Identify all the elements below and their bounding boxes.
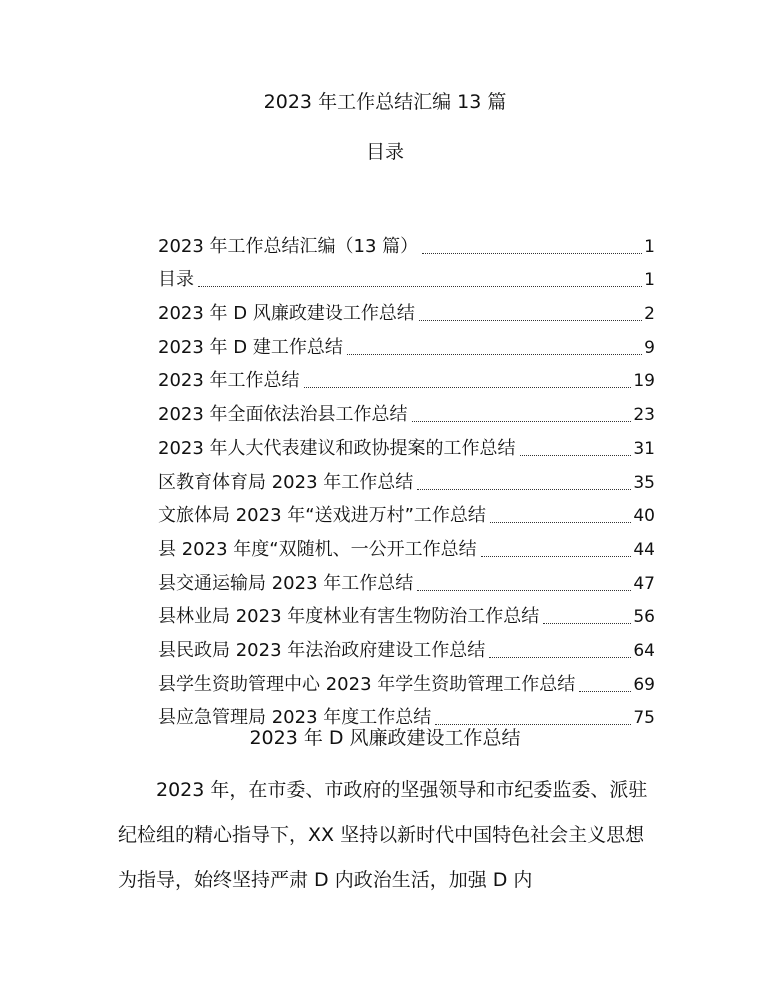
toc-leader-dots (520, 455, 632, 456)
toc-leader-dots (198, 286, 642, 287)
table-of-contents (158, 226, 655, 731)
document-title: 2023 年工作总结汇编 13 篇 (263, 91, 507, 113)
toc-leader-dots (481, 556, 632, 557)
toc-entry-page-number: 44 (633, 539, 655, 560)
toc-entry[interactable] (158, 563, 655, 597)
toc-entry-title: 2023 年工作总结 (158, 370, 300, 392)
toc-leader-dots (347, 354, 642, 355)
section-heading: 2023 年 D 风廉政建设工作总结 (249, 727, 521, 749)
toc-entry[interactable] (158, 597, 655, 631)
toc-entry-title: 县学生资助管理中心 2023 年学生资助管理工作总结 (158, 673, 576, 695)
toc-entry-title: 2023 年全面依法治县工作总结 (158, 404, 408, 426)
toc-leader-dots (304, 387, 632, 388)
toc-leader-dots (412, 421, 632, 422)
toc-entry[interactable] (158, 496, 655, 530)
toc-entry-title: 县应急管理局 2023 年度工作总结 (158, 707, 432, 729)
toc-entry-title: 2023 年人大代表建议和政协提案的工作总结 (158, 437, 516, 459)
toc-entry-page-number: 40 (633, 506, 655, 527)
toc-entry[interactable] (158, 394, 655, 428)
toc-entry-page-number: 1 (644, 236, 655, 257)
toc-entry-title: 2023 年 D 建工作总结 (158, 336, 343, 358)
toc-entry-page-number: 35 (633, 472, 655, 493)
toc-leader-dots (489, 657, 631, 658)
toc-entry[interactable] (158, 226, 655, 260)
toc-entry-title: 2023 年 D 风廉政建设工作总结 (158, 303, 415, 325)
toc-entry[interactable] (158, 327, 655, 361)
toc-entry-title: 县林业局 2023 年度林业有害生物防治工作总结 (158, 606, 540, 628)
toc-leader-dots (419, 320, 642, 321)
toc-entry[interactable] (158, 361, 655, 395)
toc-entry[interactable] (158, 293, 655, 327)
toc-entry-page-number: 19 (633, 371, 655, 392)
toc-entry[interactable] (158, 462, 655, 496)
toc-entry-page-number: 69 (633, 674, 655, 695)
toc-leader-dots (417, 489, 631, 490)
toc-heading: 目录 (365, 141, 404, 163)
toc-leader-dots (490, 522, 631, 523)
toc-entry-page-number: 31 (633, 438, 655, 459)
toc-leader-dots (422, 253, 642, 254)
toc-entry-title: 文旅体局 2023 年“送戏进万村”工作总结 (158, 505, 486, 527)
toc-entry-page-number: 2 (644, 304, 655, 325)
toc-entry[interactable] (158, 529, 655, 563)
toc-entry-page-number: 64 (633, 640, 655, 661)
toc-entry[interactable] (158, 630, 655, 664)
toc-entry-page-number: 9 (644, 337, 655, 358)
toc-entry-title: 目录 (158, 269, 194, 291)
toc-leader-dots (543, 623, 631, 624)
toc-entry-page-number: 23 (633, 405, 655, 426)
body-paragraph: 2023 年，在市委、市政府的坚强领导和市纪委监委、派驻纪检组的精心指导下，XX 坚持以新时代中国特色社会主义思想为指导，始终坚持严肃 D 内政治生活，加强 D 内 (118, 779, 648, 891)
toc-leader-dots (579, 691, 631, 692)
toc-leader-dots (417, 590, 631, 591)
toc-entry-title: 区教育体育局 2023 年工作总结 (158, 471, 414, 493)
toc-entry-title: 县民政局 2023 年法治政府建设工作总结 (158, 639, 486, 661)
toc-entry-title: 2023 年工作总结汇编（13 篇） (158, 235, 419, 257)
toc-entry[interactable] (158, 260, 655, 294)
toc-entry-title: 县 2023 年度“双随机、一公开工作总结 (158, 538, 477, 560)
toc-entry-page-number: 47 (633, 573, 655, 594)
toc-entry[interactable] (158, 664, 655, 698)
toc-entry-page-number: 75 (633, 708, 655, 729)
toc-entry-title: 县交通运输局 2023 年工作总结 (158, 572, 414, 594)
toc-entry-page-number: 56 (633, 607, 655, 628)
body-text (118, 768, 648, 903)
toc-entry-page-number: 1 (644, 270, 655, 291)
toc-entry[interactable] (158, 428, 655, 462)
